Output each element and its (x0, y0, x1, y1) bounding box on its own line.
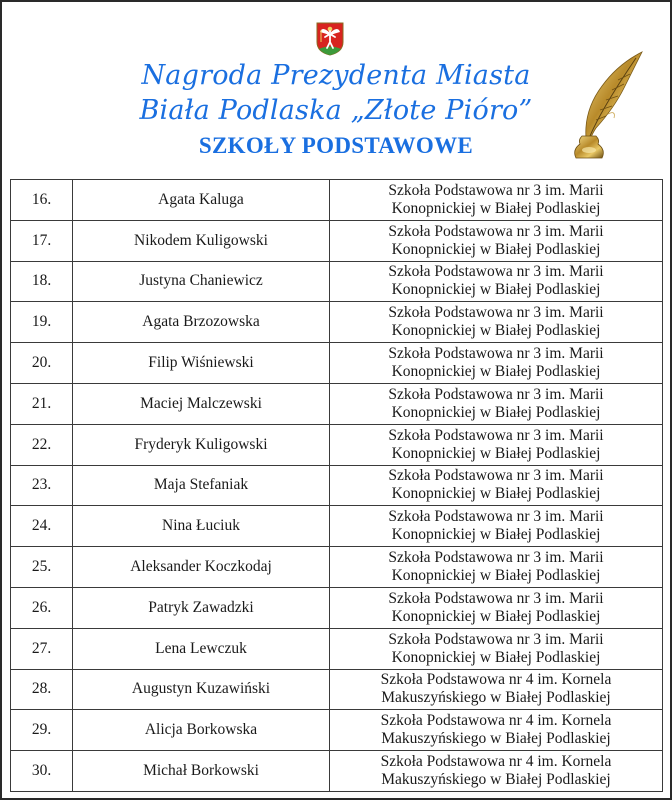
table-row (11, 587, 663, 628)
student-name: Maciej Malczewski (73, 383, 330, 424)
title-line-2: Biała Podlaska „Złote Pióro” (139, 95, 533, 126)
student-name: Maja Stefaniak (73, 465, 330, 506)
school-name-line-1: Szkoła Podstawowa nr 4 im. Kornela (380, 671, 612, 689)
school-name (330, 751, 663, 792)
table-row (11, 751, 663, 792)
school-name-line-1: Szkoła Podstawowa nr 4 im. Kornela (380, 753, 612, 771)
school-name (330, 424, 663, 465)
table-row (11, 628, 663, 669)
student-name: Aleksander Koczkodaj (73, 547, 330, 588)
school-name-line-2: Makuszyńskiego w Białej Podlaskiej (381, 730, 611, 748)
school-name-line-2: Konopnickiej w Białej Podlaskiej (391, 240, 601, 258)
school-name (330, 302, 663, 343)
school-name-line-1: Szkoła Podstawowa nr 3 im. Marii (388, 630, 604, 648)
school-name (330, 506, 663, 547)
table-row (11, 547, 663, 588)
school-name-line-2: Konopnickiej w Białej Podlaskiej (391, 567, 601, 585)
row-number: 27. (11, 628, 73, 669)
table-row (11, 710, 663, 751)
student-name: Justyna Chaniewicz (73, 261, 330, 302)
school-name (330, 383, 663, 424)
row-number: 24. (11, 506, 73, 547)
student-name: Nina Łuciuk (73, 506, 330, 547)
student-name: Michał Borkowski (73, 751, 330, 792)
school-name-line-1: Szkoła Podstawowa nr 3 im. Marii (388, 304, 604, 322)
school-name-line-1: Szkoła Podstawowa nr 3 im. Marii (388, 181, 604, 199)
school-name-line-2: Konopnickiej w Białej Podlaskiej (391, 281, 601, 299)
row-number: 17. (11, 220, 73, 261)
table-row (11, 261, 663, 302)
row-number: 28. (11, 669, 73, 710)
student-name: Patryk Zawadzki (73, 587, 330, 628)
school-name-line-2: Konopnickiej w Białej Podlaskiej (391, 526, 601, 544)
row-number: 19. (11, 302, 73, 343)
student-name: Agata Kaluga (73, 180, 330, 221)
school-name-line-1: Szkoła Podstawowa nr 3 im. Marii (388, 467, 604, 485)
school-name (330, 628, 663, 669)
school-name (330, 710, 663, 751)
table-row (11, 302, 663, 343)
school-name-line-1: Szkoła Podstawowa nr 3 im. Marii (388, 549, 604, 567)
school-name-line-1: Szkoła Podstawowa nr 3 im. Marii (388, 222, 604, 240)
table-row (11, 220, 663, 261)
student-name: Alicja Borkowska (73, 710, 330, 751)
row-number: 25. (11, 547, 73, 588)
school-name-line-1: Szkoła Podstawowa nr 3 im. Marii (388, 263, 604, 281)
school-name (330, 220, 663, 261)
school-name (330, 180, 663, 221)
school-name (330, 547, 663, 588)
student-name: Lena Lewczuk (73, 628, 330, 669)
table-row (11, 506, 663, 547)
school-name-line-1: Szkoła Podstawowa nr 3 im. Marii (388, 508, 604, 526)
school-name-line-2: Konopnickiej w Białej Podlaskiej (391, 444, 601, 462)
school-name (330, 343, 663, 384)
school-name-line-2: Konopnickiej w Białej Podlaskiej (391, 607, 601, 625)
row-number: 16. (11, 180, 73, 221)
school-name-line-1: Szkoła Podstawowa nr 3 im. Marii (388, 385, 604, 403)
student-name: Fryderyk Kuligowski (73, 424, 330, 465)
table-row (11, 465, 663, 506)
row-number: 23. (11, 465, 73, 506)
row-number: 22. (11, 424, 73, 465)
school-name-line-2: Makuszyńskiego w Białej Podlaskiej (381, 689, 611, 707)
school-name-line-1: Szkoła Podstawowa nr 4 im. Kornela (380, 712, 612, 730)
school-name (330, 465, 663, 506)
student-name: Augustyn Kuzawiński (73, 669, 330, 710)
row-number: 20. (11, 343, 73, 384)
coat-of-arms-icon (316, 22, 344, 56)
table-row (11, 424, 663, 465)
school-name (330, 587, 663, 628)
subtitle: SZKOŁY PODSTAWOWE (198, 133, 474, 158)
school-name-line-1: Szkoła Podstawowa nr 3 im. Marii (388, 589, 604, 607)
school-name-line-2: Konopnickiej w Białej Podlaskiej (391, 322, 601, 340)
row-number: 18. (11, 261, 73, 302)
student-name: Nikodem Kuligowski (73, 220, 330, 261)
row-number: 29. (11, 710, 73, 751)
school-name-line-1: Szkoła Podstawowa nr 3 im. Marii (388, 426, 604, 444)
row-number: 26. (11, 587, 73, 628)
school-name-line-2: Konopnickiej w Białej Podlaskiej (391, 199, 601, 217)
school-name-line-2: Makuszyńskiego w Białej Podlaskiej (381, 771, 611, 789)
student-name: Filip Wiśniewski (73, 343, 330, 384)
table-row (11, 383, 663, 424)
student-name: Agata Brzozowska (73, 302, 330, 343)
table-row (11, 669, 663, 710)
school-name (330, 261, 663, 302)
table-row (11, 180, 663, 221)
school-name-line-2: Konopnickiej w Białej Podlaskiej (391, 648, 601, 666)
laureates-table (10, 179, 663, 792)
row-number: 30. (11, 751, 73, 792)
school-name-line-2: Konopnickiej w Białej Podlaskiej (391, 403, 601, 421)
school-name-line-2: Konopnickiej w Białej Podlaskiej (391, 363, 601, 381)
row-number: 21. (11, 383, 73, 424)
title-line-1: Nagroda Prezydenta Miasta (141, 60, 531, 91)
school-name-line-1: Szkoła Podstawowa nr 3 im. Marii (388, 345, 604, 363)
school-name (330, 669, 663, 710)
table-row (11, 343, 663, 384)
school-name-line-2: Konopnickiej w Białej Podlaskiej (391, 485, 601, 503)
